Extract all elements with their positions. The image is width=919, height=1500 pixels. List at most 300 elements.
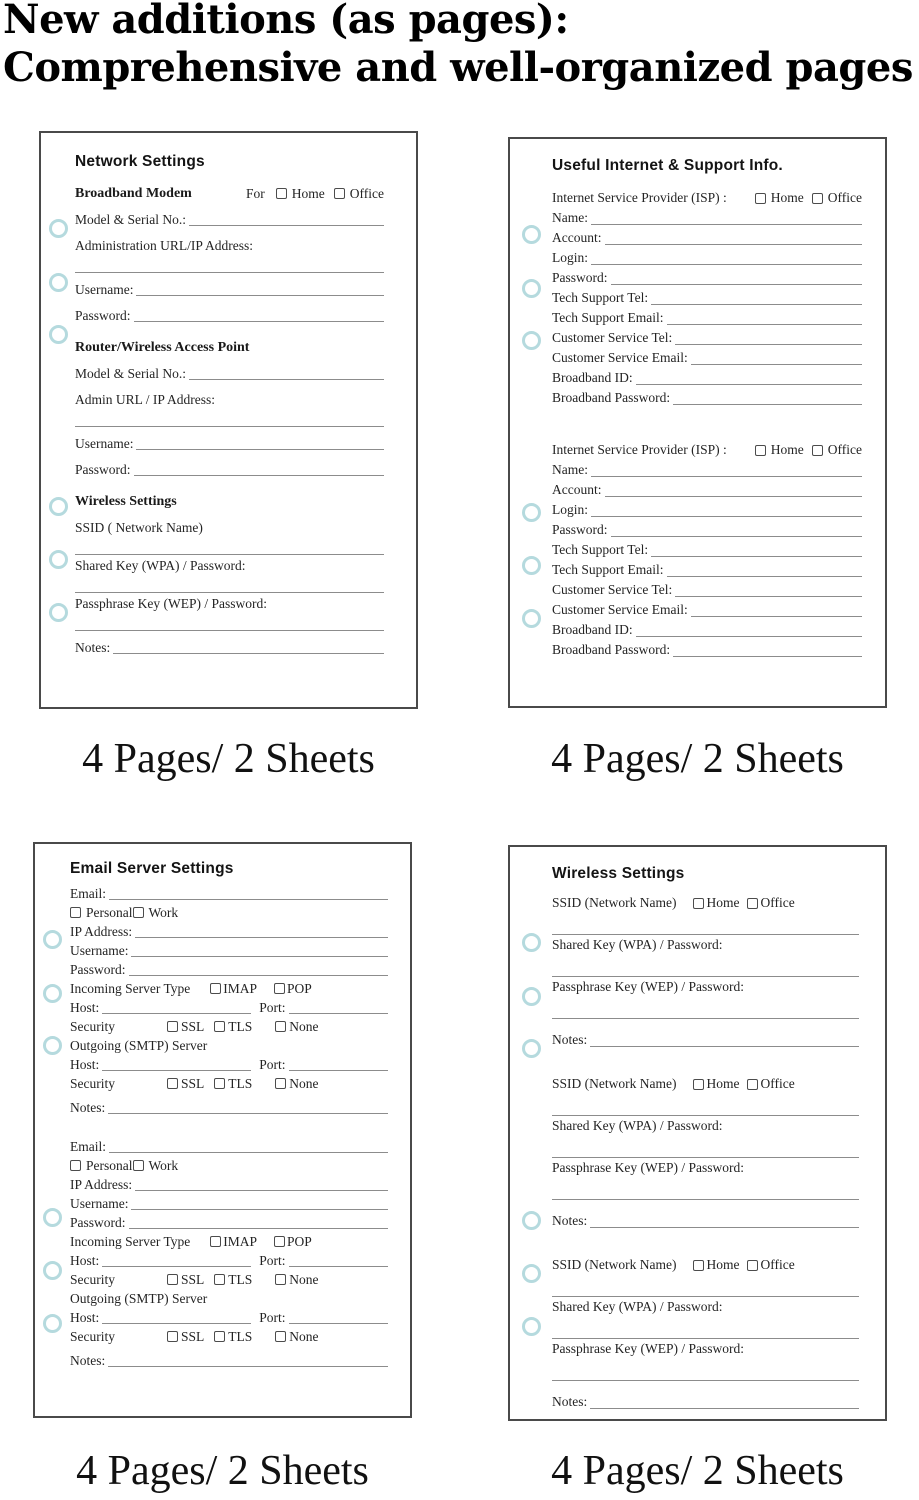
field-label: Password: xyxy=(75,308,131,323)
inline-field xyxy=(70,1308,251,1327)
field-label: Security xyxy=(70,1019,115,1034)
binder-hole-icon xyxy=(49,550,68,569)
checkbox-label: Home xyxy=(770,190,804,205)
checkbox-icon xyxy=(214,1078,225,1089)
checkbox-option xyxy=(70,903,133,922)
form-row-field xyxy=(70,960,388,979)
form-row-label xyxy=(552,977,859,997)
field-label: Outgoing (SMTP) Server xyxy=(70,1038,208,1053)
checkbox-label: Office xyxy=(349,186,384,201)
form-row-label_checks xyxy=(70,1074,388,1093)
checkbox-group xyxy=(70,1156,178,1175)
checkbox-option xyxy=(812,440,862,460)
form-row-field xyxy=(75,210,384,229)
field-label: Host: xyxy=(70,1000,100,1015)
write-in-line xyxy=(134,475,384,476)
write-in-line xyxy=(590,1227,859,1228)
field-label: Name: xyxy=(552,462,588,477)
field-label: Tech Support Tel: xyxy=(552,290,649,305)
binder-hole-icon xyxy=(522,225,541,244)
write-in-line xyxy=(605,244,863,245)
field-label: Email: xyxy=(70,886,106,901)
write-in-line xyxy=(102,1266,251,1267)
form-row-label xyxy=(552,1158,859,1178)
checkbox-label: Office xyxy=(760,1257,795,1272)
form-row-field xyxy=(552,1211,859,1231)
form-row-field xyxy=(70,922,388,941)
binder-hole-icon xyxy=(522,503,541,522)
write-in-line xyxy=(131,956,388,957)
field-label: IP Address: xyxy=(70,924,133,939)
form-row-hostport xyxy=(70,1308,388,1327)
checkbox-group xyxy=(167,1017,319,1036)
form-row-label_checks xyxy=(70,1017,388,1036)
field-label: Shared Key (WPA) / Password: xyxy=(552,1299,723,1314)
form-row-field xyxy=(552,328,862,348)
write-in-line xyxy=(75,591,384,593)
inline-field xyxy=(70,998,251,1017)
binder-hole-icon xyxy=(522,1264,541,1283)
write-in-line xyxy=(109,899,388,900)
field-label: Host: xyxy=(70,1057,100,1072)
write-in-line xyxy=(131,1209,388,1210)
write-in-line xyxy=(667,324,862,325)
form-row-hostport xyxy=(70,998,388,1017)
field-label: Customer Service Tel: xyxy=(552,330,673,345)
form-row-field xyxy=(75,638,384,657)
form-row-field xyxy=(552,388,862,408)
field-label: Username: xyxy=(70,1196,129,1211)
inline-field xyxy=(259,998,388,1017)
checkbox-label: TLS xyxy=(228,1272,253,1287)
form-row-field xyxy=(552,560,862,580)
field-label: Tech Support Email: xyxy=(552,562,664,577)
checkbox-icon xyxy=(693,1260,704,1271)
checkbox-option xyxy=(693,1074,739,1094)
field-label: Notes: xyxy=(75,640,111,655)
checkbox-icon xyxy=(276,188,287,199)
checkbox-option xyxy=(210,979,257,998)
field-label: Shared Key (WPA) / Password: xyxy=(552,937,723,952)
field-label: Port: xyxy=(259,1057,286,1072)
binder-hole-icon xyxy=(522,1039,541,1058)
form-row-field xyxy=(70,1137,388,1156)
form-row-heading xyxy=(75,338,384,357)
caption-top-left: 4 Pages/ 2 Sheets xyxy=(82,736,375,782)
checkbox-icon xyxy=(275,1078,286,1089)
checkbox-label: Personal xyxy=(86,905,133,920)
binder-hole-icon xyxy=(522,609,541,628)
write-in-line xyxy=(675,596,862,597)
field-label: Broadband ID: xyxy=(552,622,633,637)
form-row-hostport xyxy=(70,1055,388,1074)
field-label: Shared Key (WPA) / Password: xyxy=(552,1118,723,1133)
write-in-line xyxy=(102,1323,251,1324)
inline-field xyxy=(259,1055,388,1074)
spacer xyxy=(552,408,862,440)
checkbox-option xyxy=(334,184,384,203)
write-in-line xyxy=(135,937,388,938)
checkbox-group xyxy=(755,188,862,208)
field-label: IP Address: xyxy=(70,1177,133,1192)
form-row-field xyxy=(70,1194,388,1213)
field-label: Host: xyxy=(70,1310,100,1325)
form-row-field xyxy=(552,500,862,520)
field-label: Model & Serial No.: xyxy=(75,212,186,227)
checkbox-label: IMAP xyxy=(223,981,258,996)
checkbox-option xyxy=(210,1232,257,1251)
form-row-field xyxy=(552,1030,859,1050)
form-row-heading xyxy=(75,492,384,511)
checkbox-option xyxy=(693,1255,739,1275)
form-row-label_checks xyxy=(552,1074,859,1094)
write-in-line xyxy=(605,496,863,497)
section-heading: Router/Wireless Access Point xyxy=(75,340,250,355)
checkbox-icon xyxy=(70,1160,81,1171)
form-row-field xyxy=(70,884,388,903)
checkbox-option xyxy=(747,1255,794,1275)
field-label: Login: xyxy=(552,502,588,517)
form-row-field xyxy=(70,1213,388,1232)
checkbox-icon xyxy=(334,188,345,199)
form-row-field xyxy=(552,460,862,480)
write-in-line xyxy=(651,556,862,557)
checkbox-option xyxy=(812,188,862,208)
checkbox-icon xyxy=(275,1274,286,1285)
checkbox-option xyxy=(755,440,804,460)
checkbox-label: Home xyxy=(770,442,804,457)
checkbox-label: Office xyxy=(827,442,862,457)
checkbox-icon xyxy=(167,1078,178,1089)
form-row-field xyxy=(552,640,862,660)
inline-field xyxy=(70,1055,251,1074)
field-label: Name: xyxy=(552,210,588,225)
field-label: Login: xyxy=(552,250,588,265)
spacer xyxy=(70,1117,388,1137)
write-in-line xyxy=(636,636,862,637)
field-label: Account: xyxy=(552,230,602,245)
field-label: Passphrase Key (WEP) / Password: xyxy=(552,1341,744,1356)
checkbox-label: Work xyxy=(148,905,179,920)
field-label: Notes: xyxy=(70,1353,106,1368)
field-label: Security xyxy=(70,1272,115,1287)
checkbox-label: TLS xyxy=(228,1019,253,1034)
write-in-line xyxy=(136,295,384,296)
card-fields xyxy=(75,184,384,657)
form-row-checks_center xyxy=(70,1156,388,1175)
write-in-line xyxy=(591,264,862,265)
write-in-line xyxy=(102,1070,251,1071)
caption-top-right: 4 Pages/ 2 Sheets xyxy=(551,736,844,782)
checkbox-label: Personal xyxy=(86,1158,133,1173)
card-title: Wireless Settings xyxy=(552,865,685,882)
write-in-line xyxy=(289,1070,388,1071)
write-in-line xyxy=(189,225,384,226)
field-label: Username: xyxy=(75,282,134,297)
write-in-line xyxy=(289,1013,388,1014)
card-email-server-settings xyxy=(33,842,412,1418)
spacer xyxy=(552,1231,859,1255)
write-in-line xyxy=(289,1323,388,1324)
write-in-line xyxy=(75,553,384,555)
checkbox-label: TLS xyxy=(228,1329,253,1344)
form-row-field xyxy=(70,1351,388,1370)
checkbox-option xyxy=(133,903,179,922)
checkbox-label: Home xyxy=(706,1257,740,1272)
binder-hole-icon xyxy=(522,279,541,298)
field-label: Broadband ID: xyxy=(552,370,633,385)
checkbox-label: SSL xyxy=(181,1329,205,1344)
binder-hole-icon xyxy=(522,1211,541,1230)
checkbox-group xyxy=(246,184,384,203)
checkbox-group xyxy=(167,1327,319,1346)
field-label: Model & Serial No.: xyxy=(75,366,186,381)
binder-hole-icon xyxy=(49,219,68,238)
checkbox-option xyxy=(70,1156,133,1175)
field-label: Internet Service Provider (ISP) : xyxy=(552,190,727,205)
checkbox-option xyxy=(274,979,312,998)
checkbox-icon xyxy=(210,983,221,994)
checkbox-option xyxy=(276,184,325,203)
form-row-label xyxy=(75,236,384,255)
write-in-line xyxy=(590,1046,859,1047)
form-row-field xyxy=(552,208,862,228)
write-in-line xyxy=(129,975,388,976)
field-label: Security xyxy=(70,1076,115,1091)
field-label: Incoming Server Type xyxy=(70,981,191,996)
checkbox-label: IMAP xyxy=(223,1234,258,1249)
binder-hole-icon xyxy=(522,987,541,1006)
write-in-line xyxy=(75,425,384,427)
field-label: Tech Support Tel: xyxy=(552,542,649,557)
write-in-line xyxy=(113,653,384,654)
form-row-field xyxy=(552,520,862,540)
form-row-field xyxy=(70,1175,388,1194)
write-in-line xyxy=(552,1017,859,1019)
checkbox-option xyxy=(275,1327,318,1346)
binder-hole-icon xyxy=(49,273,68,292)
checkbox-option xyxy=(214,1327,252,1346)
checkbox-label: SSL xyxy=(181,1272,205,1287)
checkbox-group xyxy=(167,1074,319,1093)
form-row-field xyxy=(552,1392,859,1412)
checkbox-icon xyxy=(275,1021,286,1032)
checkbox-group-prefix: For xyxy=(246,186,265,201)
binder-hole-icon xyxy=(49,325,68,344)
checkbox-icon xyxy=(167,1331,178,1342)
page-title-line1: New additions (as pages): xyxy=(3,0,569,43)
inline-field xyxy=(70,1251,251,1270)
form-row-label_checks xyxy=(552,188,862,208)
page-title-line2: Comprehensive and well-organized pages xyxy=(3,44,913,91)
write-in-line xyxy=(289,1266,388,1267)
checkbox-icon xyxy=(747,1260,758,1271)
field-label: SSID ( Network Name) xyxy=(75,520,203,535)
field-label: Admin URL / IP Address: xyxy=(75,392,216,407)
card-fields xyxy=(552,893,859,1412)
binder-hole-icon xyxy=(43,984,62,1003)
checkbox-option xyxy=(755,188,804,208)
write-in-line xyxy=(667,576,862,577)
form-row-label xyxy=(70,1289,388,1308)
checkbox-label: Work xyxy=(148,1158,179,1173)
page-header xyxy=(3,0,913,92)
form-row-label xyxy=(552,1116,859,1136)
binder-hole-icon xyxy=(522,933,541,952)
card-useful-internet-support-info xyxy=(508,137,887,708)
checkbox-icon xyxy=(214,1021,225,1032)
card-title: Email Server Settings xyxy=(70,860,234,877)
write-in-line xyxy=(591,224,862,225)
checkbox-option xyxy=(167,1074,204,1093)
checkbox-label: None xyxy=(289,1329,319,1344)
card-wireless-settings xyxy=(508,845,887,1421)
form-row-field xyxy=(552,480,862,500)
checkbox-group xyxy=(210,1232,312,1251)
checkbox-option xyxy=(214,1017,252,1036)
write-in-line xyxy=(590,1408,859,1409)
checkbox-option xyxy=(133,1156,179,1175)
field-label: Passphrase Key (WEP) / Password: xyxy=(552,979,744,994)
checkbox-icon xyxy=(812,445,823,456)
field-label: Broadband Password: xyxy=(552,390,671,405)
checkbox-icon xyxy=(755,193,766,204)
form-row-field xyxy=(75,460,384,479)
field-label: Email: xyxy=(70,1139,106,1154)
form-row-field xyxy=(75,434,384,453)
form-row-field xyxy=(552,268,862,288)
write-in-line xyxy=(673,656,862,657)
form-row-field xyxy=(70,1098,388,1117)
card-fields xyxy=(70,884,388,1370)
field-label: Notes: xyxy=(70,1100,106,1115)
field-label: Customer Service Email: xyxy=(552,350,688,365)
form-row-field xyxy=(70,941,388,960)
checkbox-option xyxy=(167,1327,204,1346)
checkbox-icon xyxy=(274,1236,285,1247)
checkbox-icon xyxy=(274,983,285,994)
field-label: Outgoing (SMTP) Server xyxy=(70,1291,208,1306)
binder-hole-icon xyxy=(43,1036,62,1055)
checkbox-option xyxy=(275,1074,318,1093)
binder-hole-icon xyxy=(522,1317,541,1336)
checkbox-icon xyxy=(70,907,81,918)
write-in-line xyxy=(108,1366,388,1367)
checkbox-icon xyxy=(275,1331,286,1342)
checkbox-option xyxy=(747,893,794,913)
card-fields xyxy=(552,188,862,660)
field-label: Incoming Server Type xyxy=(70,1234,191,1249)
form-row-field xyxy=(75,364,384,383)
form-row-label_checks xyxy=(552,893,859,913)
form-row-field xyxy=(75,306,384,325)
field-label: Port: xyxy=(259,1310,286,1325)
write-in-line xyxy=(189,379,384,380)
checkbox-option xyxy=(747,1074,794,1094)
form-row-field xyxy=(552,540,862,560)
field-label: Shared Key (WPA) / Password: xyxy=(75,558,246,573)
checkbox-group xyxy=(755,440,862,460)
binder-hole-icon xyxy=(43,930,62,949)
spacer xyxy=(552,1050,859,1074)
checkbox-icon xyxy=(167,1274,178,1285)
write-in-line xyxy=(75,271,384,273)
checkbox-option xyxy=(167,1270,204,1289)
checkbox-group xyxy=(210,979,312,998)
checkbox-option xyxy=(275,1017,318,1036)
card-network-settings xyxy=(39,131,418,709)
form-row-label_checks xyxy=(70,1327,388,1346)
field-label: Password: xyxy=(552,270,608,285)
checkbox-label: Office xyxy=(827,190,862,205)
write-in-line xyxy=(109,1152,388,1153)
field-label: Password: xyxy=(70,1215,126,1230)
section-heading: Broadband Modem xyxy=(75,186,192,201)
checkbox-option xyxy=(275,1270,318,1289)
field-label: Account: xyxy=(552,482,602,497)
write-in-line xyxy=(691,616,862,617)
checkbox-option xyxy=(693,893,739,913)
checkbox-label: SSL xyxy=(181,1076,205,1091)
form-row-heading xyxy=(75,184,384,203)
binder-hole-icon xyxy=(522,556,541,575)
checkbox-group xyxy=(693,893,794,913)
field-label: Passphrase Key (WEP) / Password: xyxy=(552,1160,744,1175)
checkbox-icon xyxy=(755,445,766,456)
field-label: Broadband Password: xyxy=(552,642,671,657)
field-label: Customer Service Email: xyxy=(552,602,688,617)
field-label: Username: xyxy=(70,943,129,958)
write-in-line xyxy=(691,364,862,365)
field-label: Customer Service Tel: xyxy=(552,582,673,597)
write-in-line xyxy=(129,1228,388,1229)
form-row-label xyxy=(75,556,384,575)
form-row-label xyxy=(75,390,384,409)
checkbox-option xyxy=(214,1074,252,1093)
checkbox-group xyxy=(167,1270,319,1289)
form-row-label xyxy=(75,594,384,613)
write-in-line xyxy=(552,1379,859,1381)
field-label: Tech Support Email: xyxy=(552,310,664,325)
checkbox-group xyxy=(693,1255,794,1275)
form-row-field xyxy=(552,248,862,268)
write-in-line xyxy=(611,284,862,285)
field-label: Passphrase Key (WEP) / Password: xyxy=(75,596,267,611)
checkbox-icon xyxy=(214,1331,225,1342)
binder-hole-icon xyxy=(49,497,68,516)
checkbox-label: None xyxy=(289,1272,319,1287)
form-row-label xyxy=(70,1036,388,1055)
form-row-field xyxy=(552,620,862,640)
checkbox-icon xyxy=(747,1079,758,1090)
field-label: Password: xyxy=(70,962,126,977)
checkbox-option xyxy=(167,1017,204,1036)
binder-hole-icon xyxy=(43,1208,62,1227)
caption-bottom-right: 4 Pages/ 2 Sheets xyxy=(551,1448,844,1494)
checkbox-label: SSL xyxy=(181,1019,205,1034)
binder-hole-icon xyxy=(43,1314,62,1333)
field-label: Host: xyxy=(70,1253,100,1268)
caption-bottom-left: 4 Pages/ 2 Sheets xyxy=(76,1448,369,1494)
field-label: SSID (Network Name) xyxy=(552,1076,677,1091)
checkbox-label: Office xyxy=(760,895,795,910)
checkbox-label: POP xyxy=(287,1234,312,1249)
form-row-label xyxy=(75,518,384,537)
form-row-checks_center xyxy=(70,903,388,922)
form-row-field xyxy=(75,280,384,299)
write-in-line xyxy=(135,1190,388,1191)
checkbox-icon xyxy=(133,1160,144,1171)
